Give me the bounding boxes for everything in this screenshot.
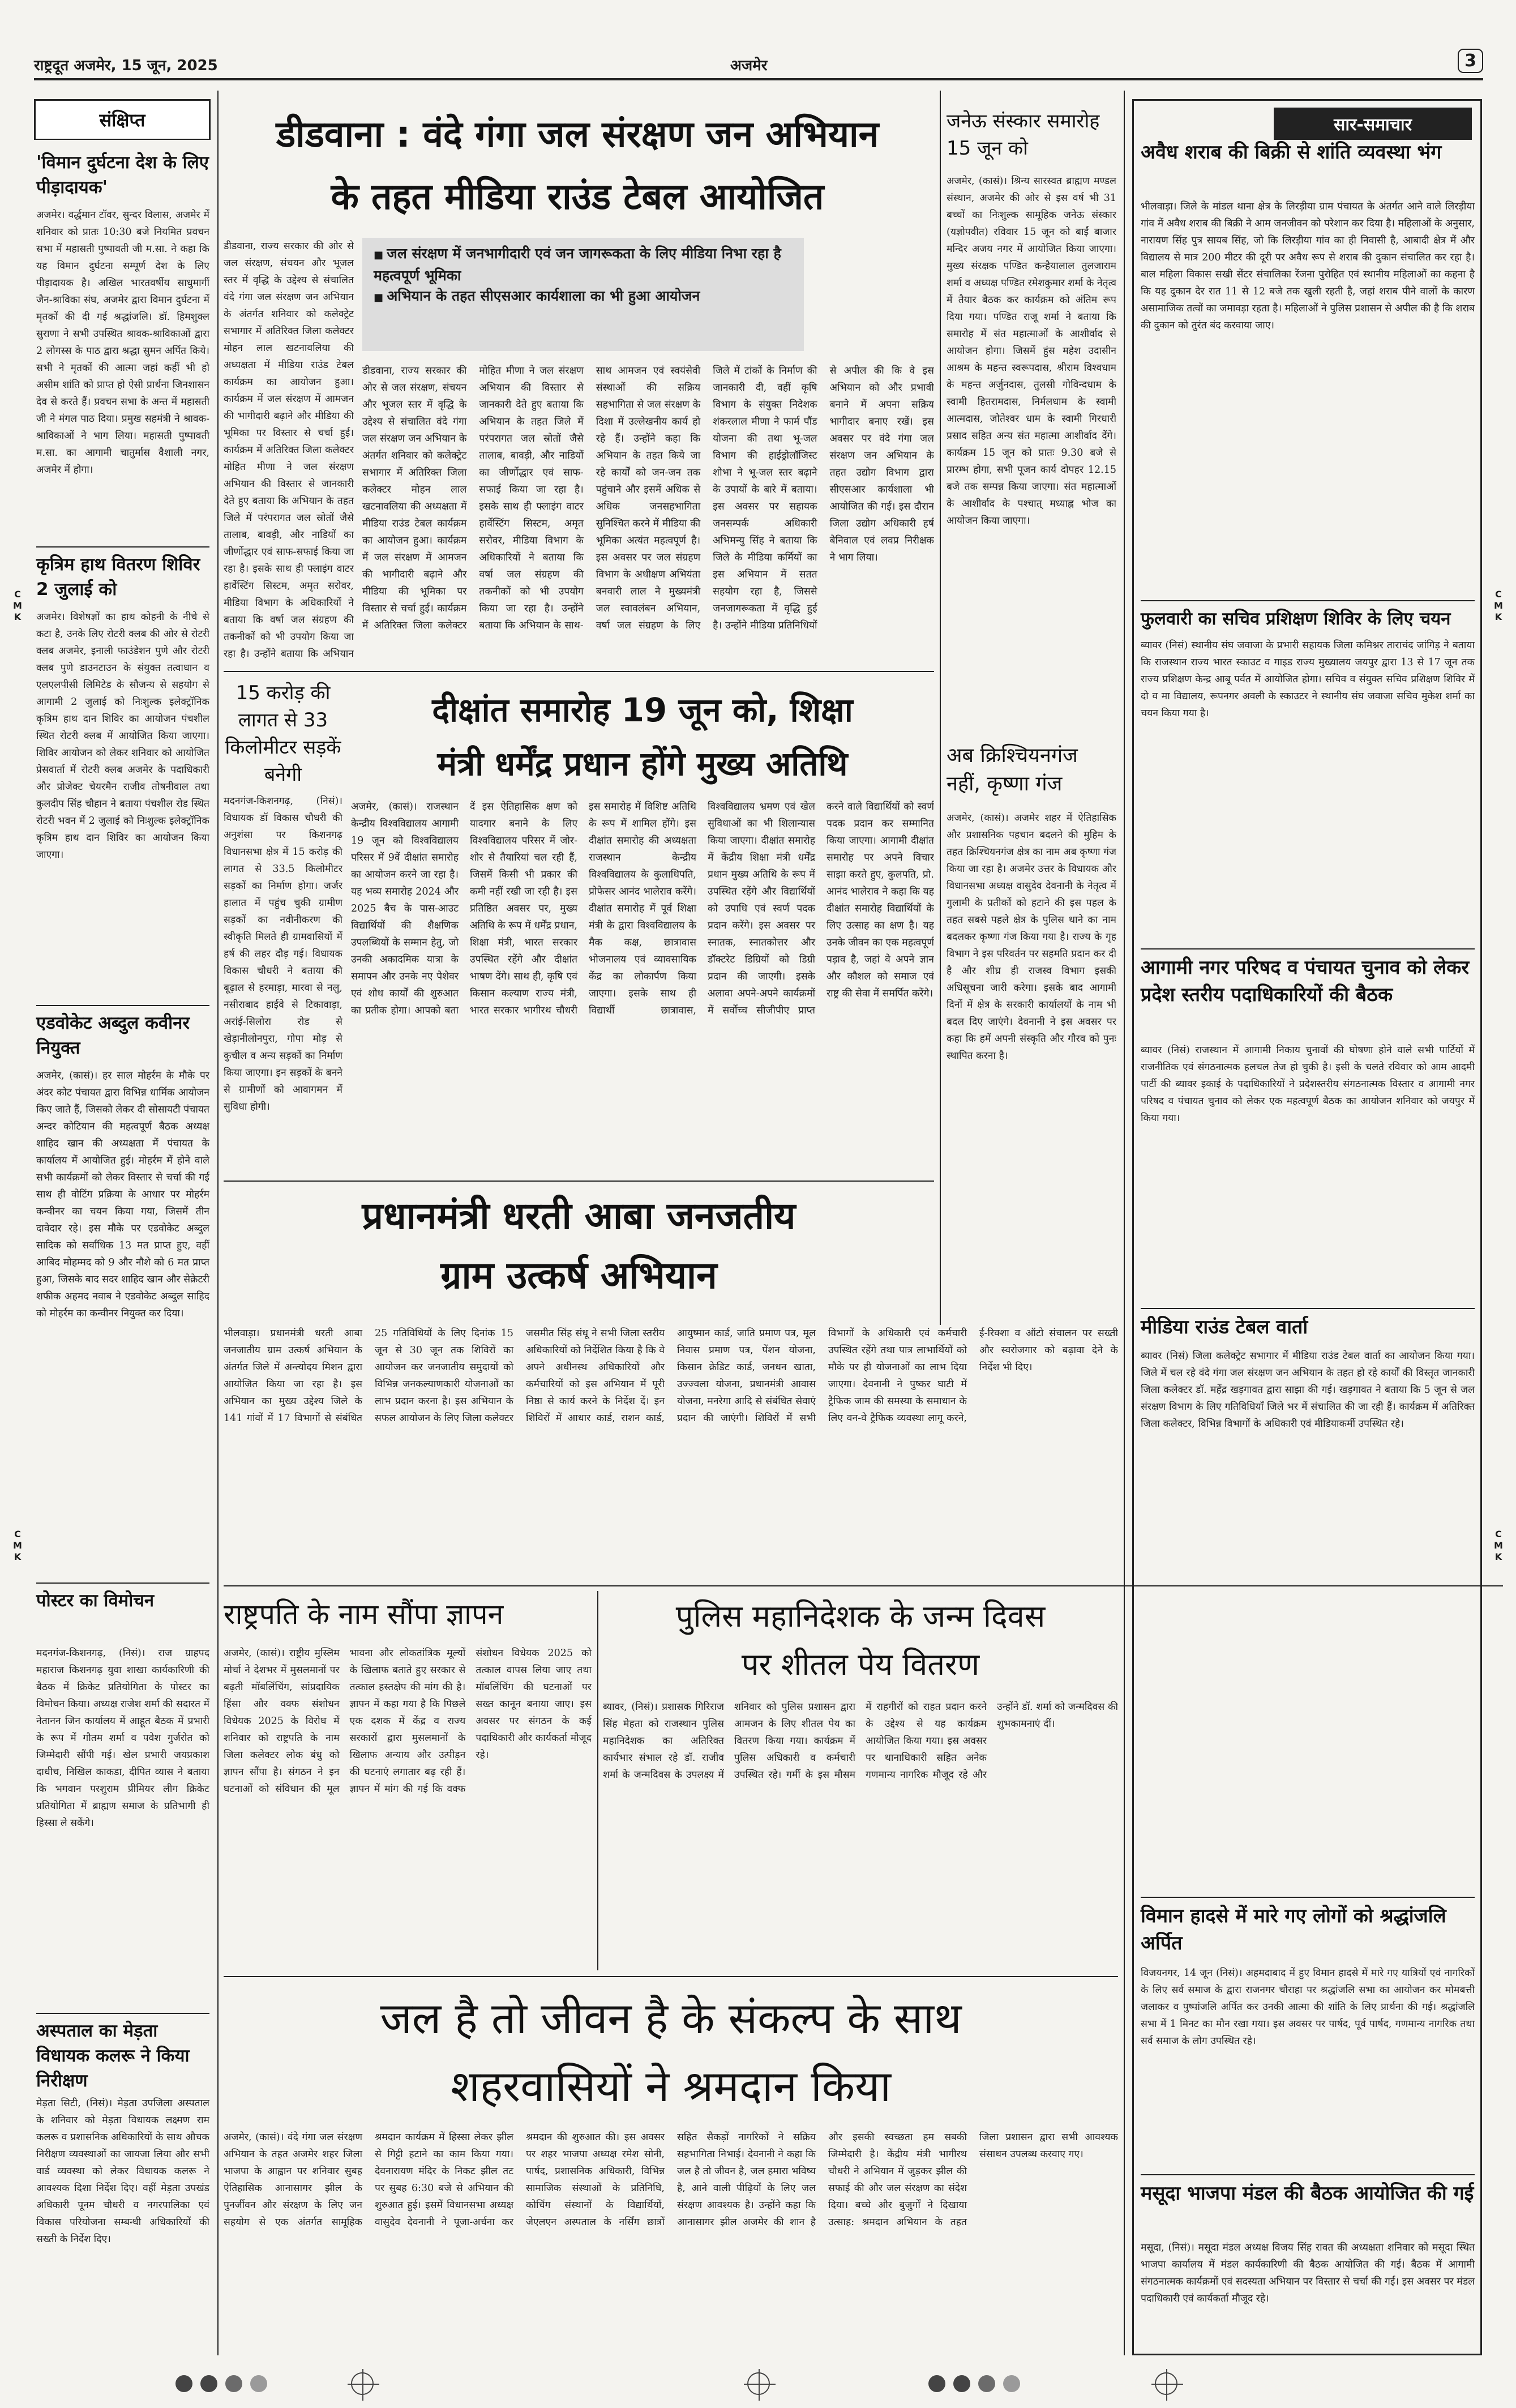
page-number: 3	[1458, 49, 1483, 73]
left-story4-body: मदनगंज-किशनगढ़, (निसं)। राज ग्राहपद महाराज किशनगढ़ युवा शाखा कार्यकारिणी की बैठक में क्रिकेट प्रतियोगिता के पोस्टर का विमोचन किया। अध्यक्ष राजेश शर्मा की सदारत में नेतानन जिन कार्यालय में आहूत बैठक में प्रभारी के रूप में गौतम शर्मा व पवेश गुर्जरोत को जिम्मेदारी सौंपी गई। खेल प्रभारी जयप्रकाश दाधीच, निखिल काकडा, दीपित व्यास ने बताया कि भगवान परशुराम प्रीमियर लीग क्रिकेट प्रतियोगिता में ब्राह्मण समाज के प्रतिभागी ही हिस्सा ले सकेंगे।	[36, 1648, 209, 1829]
column-rule	[940, 91, 941, 1325]
divider	[36, 1005, 209, 1006]
right-story6-title: मसूदा भाजपा मंडल की बैठक आयोजित की गई	[1141, 2182, 1474, 2205]
jal-headline-line1: जल है तो जीवन है के संकल्प के साथ	[380, 1993, 962, 2043]
color-bar-left	[175, 2375, 275, 2394]
janjatiya-body: भीलवाड़ा। प्रधानमंत्री धरती आबा जनजातीय ग्राम उत्कर्ष अभियान के अंतर्गत जिले में अन्त्योदय मिशन द्वारा आयोजित किया जा रहा है। इस अभियान का मुख्य उद्देश्य जिले के 141 गांवों में 17 विभागों से संबंधित 25 गतिविधियों के लिए दिनांक 15 जून से 30 जून तक शिविरों का आयोजन कर जनजातीय समुदायों को विभिन्न जनकल्याणकारी योजनाओं का लाभ प्रदान करना है। इस अभियान के सफल आयोजन के लिए जिला कलेक्टर जसमीत सिंह संधू ने सभी जिला स्तरीय अधिकारियों को निर्देशित किया है कि वे अपने अधीनस्थ अधिकारियों और कर्मचारियों को इस अभियान में पूरी निष्ठा से कार्य करने के निर्देश दें। इन शिविरों में आधार कार्ड, राशन कार्ड, आयुष्मान कार्ड, जाति प्रमाण पत्र, मूल निवास प्रमाण पत्र, पेंशन योजना, किसान क्रेडिट कार्ड, जनधन खाता, उज्ज्वला योजना, प्रधानमंत्री आवास योजना, मनरेगा आदि से संबंधित सेवाएं प्रदान की जाएंगी। शिविरों में सभी विभागों के अधिकारी एवं कर्मचारी उपस्थित रहेंगे तथा पात्र लाभार्थियों को मौके पर ही योजनाओं का लाभ दिया जाएगा। देवनानी ने पुष्कर घाटी में ट्रैफिक जाम की समस्या के समाधान के लिए वन-वे ट्रैफिक व्यवस्था लागू करने, ई-रिक्शा व ऑटो संचालन पर सख्ती और स्वरोजगार को बढ़ावा देने के निर्देश भी दिए।	[224, 1328, 1118, 1424]
krishna-title: अब क्रिश्चियनगंज नहीं, कृष्णा गंज	[947, 744, 1078, 795]
left-story2-body: अजमेर। विशेषज्ञों का हाथ कोहनी के नीचे से कटा है, उनके लिए रोटरी क्लब की ओर से रोटरी क्लब अजमेर, इनाली फाउंडेशन पुणे और रोटरी क्लब पुणे डाउनटाउन के संयुक्त तत्वाधान व एलएलपीसी लिमिटेड के सौजन्य से सहयोग से आगामी 2 जुलाई को निःशुल्क इलेक्ट्रॉनिक कृत्रिम हाथ दान शिविर का आयोजन पंचशील स्थित रोटरी क्लब में आयोजित किया जाएगा। शिविर आयोजन को लेकर शनिवार को आयोजित प्रेसवार्ता में रोटरी क्लब अजमेर के पदाधिकारी और प्रोजेक्ट चेयरमैन राजीव तोषनीवाल तथा कुलदीप सिंह चौहान ने बताया पंचशील रोड स्थित रोटरी भवन में 2 जुलाई को निःशुल्क इलेक्ट्रॉनिक कृत्रिम हाथ दान शिविर का आयोजन किया जाएगा।	[36, 611, 209, 861]
right-story1-body: भीलवाड़ा। जिले के मांडल थाना क्षेत्र के लिरड़ीया ग्राम पंचायत के अंतर्गत आने वाले लिरड़ीया गांव में अवैध शराब की बिक्री ने आम जनजीवन को परेशान कर दिया है। महिलाओं के अनुसार, नारायण सिंह पुत्र सायब सिंह, जो कि लिरड़ीया गांव का ही निवासी है, आबादी क्षेत्र में और विद्यालय से मात्र 200 मीटर की दूरी पर अवैध रूप से शराब की दुकान संचालित कर रहा है। बाल महिला विकास सखी सेंटर संचालिका रेंजना पुरोहित एवं स्थानीय महिलाओं का कहना है कि यह दुकान देर रात 11 से 12 बजे तक खुली रहती है, जहां शराब पीने वालों के कारण असामाजिक तत्वों का जमावड़ा रहता है। महिलाओं ने पुलिस प्रशासन से अपील की है कि शराब की दुकान को तुरंत बंद करवाया जाए।	[1141, 201, 1475, 331]
police-body: ब्यावर, (निसं)। प्रशासक गिरिराज सिंह मेहता को राजस्थान पुलिस महानिदेशक का अतिरिक्त कार्यभार संभाल रहे डॉ. राजीव शर्मा के जन्मदिवस के उपलक्ष्य में शनिवार को पुलिस प्रशासन द्वारा आमजन के लिए शीतल पेय का वितरण किया गया। कार्यक्रम में पुलिस अधिकारी व कर्मचारी उपस्थित रहे। गर्मी के इस मौसम में राहगीरों को राहत प्रदान करने के उद्देश्य से यह कार्यक्रम आयोजित किया गया। इस अवसर पर थानाधिकारी सहित अनेक गणमान्य नागरिक मौजूद रहे और उन्होंने डॉ. शर्मा को जन्मदिवस की शुभकामनाएं दीं।	[603, 1701, 1118, 1781]
color-dot	[978, 2375, 995, 2392]
left-section-box	[34, 99, 211, 140]
section-title: अजमेर	[730, 57, 768, 74]
divider	[36, 546, 209, 548]
left-story3-body: अजमेर, (कासं)। हर साल मोहर्रम के मौके पर अंदर कोट पंचायत द्वारा विभिन्न धार्मिक आयोजन किए जाते हैं, जिसको लेकर दी सोसायटी पंचायत अन्दर कोटियान की महत्वपूर्ण बैठक अध्यक्ष शाहिद खान की अध्यक्षता में पंचायत के कार्यालय में आयोजित हुई। मोहर्रम में होने वाले सभी कार्यक्रमों को लेकर विस्तार से चर्चा की गई साथ ही वोटिंग प्रक्रिया के आधार पर मोहर्रम कन्वीनर का चयन किया गया, जिसमें तीन दावेदार रहे। इस मौके पर एडवोकेट अब्दुल सादिक को सर्वाधिक 13 मत प्राप्त हुए, वहीं आबिद मोहम्मद को 9 और नौशे को 6 मत प्राप्त हुआ, जिसके बाद सदर शाहिद खान और सेक्रेटरी शफीक अहमद नवाब ने एडवोकेट अब्दुल साहिद को मोहर्रम का कन्वीनर नियुक्त कर दिया।	[36, 1070, 209, 1319]
divider	[224, 671, 934, 672]
column-rule	[597, 1591, 598, 1970]
registration-mark-icon	[1155, 2372, 1177, 2395]
left-story1-body: अजमेर। वर्द्धमान टॉवर, सुन्दर विलास, अजमेर में शनिवार को प्रातः 10:30 बजे नियमित प्रवचन सभा में महासती पुष्पावती जी म.सा. ने कहा कि यह विमान दुर्घटना सम्पूर्ण देश के लिए पीड़ादायक है। अखिल भारतवर्षीय साधुमार्गी जैन-श्राविका संघ, अजमेर द्वारा विमान दुर्घटना में मृतकों की दी गई श्रद्धांजलि। डॉ. हिमशुक्ल सुराणा ने सभी उपस्थित श्रावक-श्राविकाओं द्वारा 2 लोगस्स के पाठ द्वारा श्रद्धा सुमन अर्पित किये। सभी ने मृतकों की आत्मा जहां कहीं भी हो असीम शांति को प्राप्त हो ऐसी प्रार्थना जिनशासन देव से करते हैं। प्रवचन सभा के अन्त में महासती जी ने मंगल पाठ दिया। प्रमुख सहमंत्री ने श्रावक-श्राविकाओं ने भाग लिया। महासती पुष्पावती म.सा. का आगामी चातुर्मास वैशाली नगर, अजमेर में होगा।	[36, 209, 209, 476]
janjatiya-headline-line2: ग्राम उत्कर्ष अभियान	[440, 1254, 717, 1297]
cmk-mark-left-bottom: C M K	[13, 1529, 22, 1562]
color-dot	[225, 2375, 242, 2392]
left-story3-title: एडवोकेट अब्दुल कवीनर नियुक्त	[36, 1013, 190, 1058]
right-story3-body: ब्यावर (निसं) राजस्थान में आगामी निकाय चुनावों की घोषणा होने वाले सभी पार्टियों में राजनीतिक एवं संगठनात्मक हलचल तेज हो चुकी है। इसी के चलते रविवार को आम आदमी पार्टी की ब्यावर इकाई के पदाधिकारियों ने प्रदेशस्तरीय संगठनात्मक विस्तार व आगामी नगर परिषद व पंचायत चुनाव को लेकर एक महत्वपूर्ण बैठक का आयोजन शनिवार को जयपुर में किया गया।	[1141, 1045, 1475, 1124]
right-story6-body: मसूदा, (निसं)। मसूदा मंडल अध्यक्ष विजय सिंह रावत की अध्यक्षता शनिवार को मसूदा स्थित भाजपा कार्यालय में मंडल कार्यकारिणी की बैठक आयोजित की गई। बैठक में आगामी संगठनात्मक कार्यक्रमों एवं सदस्यता अभियान पर विस्तार से चर्चा की गई। इस अवसर पर मंडल पदाधिकारी एवं कार्यकर्ता मौजूद रहे।	[1141, 2242, 1475, 2304]
left-section-label: संक्षिप्त	[36, 101, 209, 139]
janeu-title: जनेऊ संस्कार समारोह 15 जून को	[947, 110, 1100, 160]
left-story5-body: मेड़ता सिटी, (निसं)। मेड़ता उपजिला अस्पताल के शनिवार को मेड़ता विधायक लक्ष्मण राम कलरू व प्रशासनिक अधिकारियों के साथ औचक निरीक्षण व्यवस्थाओं का जायजा लिया और सभी वार्ड व्यवस्था को लेकर विधायक कलरू ने आवश्यक दिशा निर्देश दिए। वहीं मेड़ता उपखंड अधिकारी पूनम चौधरी व नगरपालिका एवं विकास परियोजना सम्बन्धी अधिकारियों की सख्ती के निर्देश दिए।	[36, 2098, 209, 2245]
deekshant-headline-line1: दीक्षांत समारोह 19 जून को, शिक्षा	[432, 691, 853, 729]
road-body: मदनगंज-किशनगढ़, (निसं)। विधायक डॉ विकास चौधरी की अनुशंसा पर किशनगढ़ विधानसभा क्षेत्र में 15 करोड़ की लागत से 33.5 किलोमीटर सड़कों का निर्माण होगा। जर्जर हालात में पहुंच चुकी ग्रामीण सड़कों का नवीनीकरण की स्वीकृति मिलते ही ग्रामवासियों में हर्ष की लहर दौड़ गई। विधायक विकास चौधरी ने बताया की बूढ़ाल से हरमाड़ा, मारवा से नलु, नसीराबाद हाईवे से टिकावाड़ा, अरांई-सिलोरा रोड से खेड़ानीलोनपुरा, गोपा मोड़ से कुचील व अन्य सड़कों का निर्माण किया जाएगा। इन सड़कों के बनने से ग्रामीणों को आवागमन में सुविधा होगी।	[224, 795, 342, 1113]
right-story4-title: मीडिया राउंड टेबल वार्ता	[1141, 1316, 1308, 1338]
cmk-mark-left-top: C M K	[13, 589, 22, 622]
lead-headline-line2: के तहत मीडिया राउंड टेबल आयोजित	[331, 176, 824, 218]
road-subhead: 15 करोड़ की लागत से 33 किलोमीटर सड़कें बनेगी	[225, 682, 341, 786]
color-dot	[928, 2375, 945, 2392]
right-story4-body: ब्यावर (निसं) जिला कलेक्ट्रेट सभागार में मीडिया राउंड टेबल वार्ता का आयोजन किया गया। जिले में चल रहे वंदे गंगा जल संरक्षण जन अभियान के तहत हो रहे कार्यों की विस्तृत जानकारी जिला कलेक्टर डॉ. महेंद्र खड़गावत द्वारा साझा की गई। खड़गावत ने बताया कि 5 जून से जल संरक्षण विभाग के लिए गतिविधियाँ जिले भर में संचालित की जा रही हैं। कार्यक्रम में अतिरिक्त जिला कलेक्टर, विभिन्न विभागों के अधिकारी एवं मीडियाकर्मी उपस्थित रहे।	[1141, 1350, 1475, 1430]
janjatiya-headline-line1: प्रधानमंत्री धरती आबा जनजतीय	[362, 1194, 796, 1238]
lead-body-col1: डीडवाना, राज्य सरकार की ओर से जल संरक्षण, संचयन और भूजल स्तर में वृद्धि के उद्देश्य से संचालित वंदे गंगा जल संरक्षण जन अभियान के अंतर्गत शनिवार को कलेक्ट्रेट सभागार में अतिरिक्त जिला कलेक्टर मोहन लाल खटनावलिया की अध्यक्षता में मीडिया राउंड टेबल कार्यक्रम का आयोजन हुआ। कार्यक्रम में जल संरक्षण में आमजन की भागीदारी बढ़ाने और मीडिया की भूमिका पर विस्तार से चर्चा हुई। कार्यक्रम में अतिरिक्त जिला कलेक्टर मोहित मीणा ने जल संरक्षण अभियान की विस्तार से जानकारी देते हुए बताया कि अभियान के तहत जिले में परंपरागत जल स्रोतों जैसे तालाब, बावड़ी, और नाडियों का जीर्णोद्धार एवं साफ-सफाई किया जा रहा है। इसके साथ ही फ्लाइंग वाटर हार्वेस्टिंग सिस्टम, अमृत सरोवर, मीडिया विभाग के अधिकारियों ने बताया कि वर्षा जल संग्रहण की तकनीकों को भी उपयोग किया जा रहा है। उन्होंने बताया कि अभियान	[224, 241, 354, 660]
divider	[1141, 1897, 1475, 1898]
lead-highlight: ■ अभियान के तहत सीएसआर कार्यशाला का भी हुआ आयोजन	[374, 286, 793, 308]
gyapan-title: राष्ट्रपति के नाम सौंपा ज्ञापन	[224, 1598, 504, 1631]
jal-body: अजमेर, (कासं)। वंदे गंगा जल संरक्षण अभियान के तहत अजमेर शहर जिला भाजपा के आह्वान पर शनिवार सुबह ऐतिहासिक आनासागर झील के पुनर्जीवन और संरक्षण के लिए जन सहयोग से एक अंतर्गत सामूहिक श्रमदान कार्यक्रम में हिस्सा लेकर झील से गिट्टी हटाने का काम किया गया। देवनारायण मंदिर के निकट झील तट पर सुबह 6:30 बजे से अभियान की शुरुआत हुई। इसमें विधानसभा अध्यक्ष वासुदेव देवनानी ने पूजा-अर्चना कर श्रमदान की शुरुआत की। इस अवसर पर शहर भाजपा अध्यक्ष रमेश सोनी, पार्षद, प्रशासनिक अधिकारी, विभिन्न सामाजिक संस्थाओं के प्रतिनिधि, कोचिंग संस्थानों के विद्यार्थियों, जेएलएन अस्पताल के नर्सिंग छात्रों सहित सैकड़ों नागरिकों ने सक्रिय सहभागिता निभाई। देवनानी ने कहा कि जल है तो जीवन है, जल हमारा भविष्य है, आने वाली पीढ़ियों के लिए जल संरक्षण आवश्यक है। उन्होंने कहा कि आनासागर झील अजमेर की शान है और इसकी स्वच्छता हम सबकी जिम्मेदारी है। केंद्रीय मंत्री भागीरथ चौधरी ने अभियान में जुड़कर झील की सफाई की और जल संरक्षण का संदेश दिया। बच्चे और बुजुर्गों ने दिखाया उत्साह: श्रमदान अभियान के तहत जिला प्रशासन द्वारा सभी आवश्यक संसाधन उपलब्ध करवाए गए।	[224, 2132, 1118, 2228]
right-story2-title: फुलवारी का सचिव प्रशिक्षण शिविर के लिए चयन	[1141, 609, 1451, 629]
masthead-date: राष्ट्रदूत अजमेर, 15 जून, 2025	[34, 57, 218, 74]
right-story5-body: विजयनगर, 14 जून (निसं)। अहमदाबाद में हुए विमान हादसे में मारे गए यात्रियों एवं नागरिकों के लिए सर्व समाज के द्वारा राजनगर चौराहा पर श्रद्धांजलि सभा का आयोजन कर मोमबत्ती जलाकर व पुष्पांजलि अर्पित कर उनकी आत्मा की शांति के लिए प्रार्थना की गई। श्रद्धांजलि सभा में 1 मिनट का मौन रखा गया। इस अवसर पर पार्षद, पूर्व पार्षद, गणमान्य नागरिक तथा सर्व समाज के लोग उपस्थित रहे।	[1141, 1968, 1475, 2047]
janeu-body: अजमेर, (कासं)। श्रिन्य सारस्वत ब्राह्मण मण्डल संस्थान, अजमेर की ओर से इस वर्ष भी 31 बच्चों का निःशुल्क सामूहिक जनेऊ संस्कार (यज्ञोपवीत) रविवार 15 जून को बाईं बाजार मन्दिर अजय नगर में आयोजित किया जाएगा। मुख्य संरक्षक पण्डित कन्हैयालाल तुलजाराम शर्मा व अध्यक्ष पण्डित रमेशकुमार शर्मा के नेतृत्व में तैयार बैठक कर कार्यक्रम को अंतिम रूप दिया गया। पण्डित राजू शर्मा ने बताया कि समारोह में संत महात्माओं के आशीर्वाद से आयोजन होगा। जिसमें हुंस महेश उदासीन आश्रम के महन्त स्वरूपदास, श्रीराम विश्वधाम के महन्त अर्जुनदास, तुलसी गोविन्दधाम के स्वामी हितरामदास, निर्मलधाम के स्वामी आत्मदास, जोतेश्वर धाम के स्वामी गिरधारी प्रसाद सहित अन्य संत महात्मा आशीर्वाद देंगे। कार्यक्रम 15 जून को प्रातः 9.30 बजे से प्रारम्भ होगा, सभी पूजन कार्य दोपहर 12.15 बजे तक सम्पन्न किया जाएगा। संत महात्माओं के आशीर्वाद के पश्चात् मध्याह्न भोज का आयोजन किया जाएगा।	[947, 176, 1116, 527]
lead-headline-line1: डीडवाना : वंदे गंगा जल संरक्षण जन अभियान	[276, 114, 879, 156]
left-story1-title: 'विमान दुर्घटना देश के लिए पीड़ादायक'	[36, 152, 209, 198]
color-dot	[200, 2375, 217, 2392]
lead-body: डीडवाना, राज्य सरकार की ओर से जल संरक्षण, संचयन और भूजल स्तर में वृद्धि के उद्देश्य से संचालित वंदे गंगा जल संरक्षण जन अभियान के अंतर्गत शनिवार को कलेक्ट्रेट सभागार में अतिरिक्त जिला कलेक्टर मोहन लाल खटनावलिया की अध्यक्षता में मीडिया राउंड टेबल कार्यक्रम का आयोजन हुआ। कार्यक्रम में जल संरक्षण में आमजन की भागीदारी बढ़ाने और मीडिया की भूमिका पर विस्तार से चर्चा हुई। कार्यक्रम में अतिरिक्त जिला कलेक्टर मोहित मीणा ने जल संरक्षण अभियान की विस्तार से जानकारी देते हुए बताया कि अभियान के तहत जिले में परंपरागत जल स्रोतों जैसे तालाब, बावड़ी, और नाडियों का जीर्णोद्धार एवं साफ-सफाई किया जा रहा है। इसके साथ ही फ्लाइंग वाटर हार्वेस्टिंग सिस्टम, अमृत सरोवर, मीडिया विभाग के अधिकारियों ने बताया कि वर्षा जल संग्रहण की तकनीकों को भी उपयोग किया जा रहा है। उन्होंने बताया कि अभियान के साथ-साथ आमजन एवं स्वयंसेवी संस्थाओं की सक्रिय सहभागिता से जल संरक्षण के दिशा में उल्लेखनीय कार्य हो रहे हैं। उन्होंने कहा कि अभियान के तहत किये जा रहे कार्यों को जन-जन तक पहुंचाने और इसमें अधिक से अधिक जनसहभागिता सुनिश्चित करने में मीडिया की भूमिका अत्यंत महत्वपूर्ण है। इस अवसर पर जल संग्रहण विभाग के अधीक्षण अभियंता बनवारी लाल ने मुख्यमंत्री जल स्वावलंबन अभियान, वर्षा जल संग्रहण के लिए जिले में टांकों के निर्माण की जानकारी दी, वहीं कृषि विभाग के संयुक्त निदेशक शंकरलाल मीणा ने फार्म पौंड योजना की तथा भू-जल विभाग की हाईड्रोलॉजिस्ट शोभा ने भू-जल स्तर बढ़ाने के उपायों के बारे में बताया। इस अवसर पर सहायक जनसम्पर्क अधिकारी अभिमन्यु सिंह ने बताया कि जिले के मीडिया कर्मियों का इस अभियान में सतत सहयोग रहा है, जिससे जनजागरूकता में वृद्धि हुई है। उन्होंने मीडिया प्रतिनिधियों से अपील की कि वे इस अभियान को और प्रभावी बनाने में अपना सक्रिय भागीदार बनाए रखें। इस अवसर पर वंदे गंगा जल संरक्षण जन अभियान के तहत उद्योग विभाग द्वारा सीएसआर कार्यशाला भी आयोजित की गई। इस दौरान जिला उद्योग अधिकारी हर्ष बेनिवाल एवं लवप्र निरीक्षक ने भाग लिया।	[362, 365, 934, 631]
divider	[1141, 2174, 1475, 2175]
right-story3-title: आगामी नगर परिषद व पंचायत चुनाव को लेकर प्रदेश स्तरीय पदाधिकारियों की बैठक	[1141, 956, 1470, 1006]
divider	[1141, 1308, 1475, 1309]
divider	[224, 1976, 1118, 1977]
deekshant-body: अजमेर, (कासं)। राजस्थान केन्द्रीय विश्वविद्यालय आगामी 19 जून को विश्वविद्यालय परिसर में 9वें दीक्षांत समारोह का आयोजन करने जा रहा है। यह भव्य समारोह 2024 और 2025 बैच के पास-आउट विद्यार्थियों की शैक्षणिक उपलब्धियों के सम्मान हेतु, जो उनकी अकादमिक यात्रा के समापन और उनके नए पेशेवर एवं शोध कार्यों की शुरुआत का प्रतीक होगा। आपको बता दें इस ऐतिहासिक क्षण को यादगार बनाने के लिए विश्वविद्यालय परिसर में जोर-शोर से तैयारियां चल रही हैं, जिसमें किसी भी प्रकार की कमी नहीं रखी जा रही है। इस प्रतिष्ठित अवसर पर, मुख्य अतिथि के रूप में धर्मेंद्र प्रधान, शिक्षा मंत्री, भारत सरकार उपस्थित रहेंगे और दीक्षांत भाषण देंगे। साथ ही, कृषि एवं किसान कल्याण राज्य मंत्री, भारत सरकार भागीरथ चौधरी इस समारोह में विशिष्ट अतिथि के रूप में शामिल होंगे। इस दीक्षांत समारोह की अध्यक्षता राजस्थान केन्द्रीय विश्वविद्यालय के कुलाधिपति, प्रोफेसर आनंद भालेराव करेंगे। दीक्षांत समारोह में पूर्व शिक्षा मंत्री के द्वारा विश्वविद्यालय के मैक कक्ष, छात्रावास भोजनालय एवं व्यावसायिक केंद्र का लोकार्पण किया जाएगा। इसके साथ ही विद्यार्थी छात्रावास, विश्वविद्यालय भ्रमण एवं खेल सुविधाओं का भी शिलान्यास किया जाएगा। दीक्षांत समारोह में केंद्रीय शिक्षा मंत्री धर्मेंद्र प्रधान मुख्य अतिथि के रूप में उपस्थित रहेंगे और विद्यार्थियों को उपाधि एवं स्वर्ण पदक प्रदान करेंगे। इस अवसर पर स्नातक, स्नातकोत्तर और डॉक्टरेट डिग्रियों को डिग्री प्रदान की जाएगी। इसके अलावा अपने-अपने कार्यक्रमों में सर्वोच्च सीजीपीए प्राप्त करने वाले विद्यार्थियों को स्वर्ण पदक प्रदान कर सम्मानित किया जाएगा। आगामी दीक्षांत समारोह पर अपने विचार साझा करते हुए, कुलपति, प्रो. आनंद भालेराव ने कहा कि यह दीक्षांत समारोह विद्यार्थियों के लिए उत्साह का क्षण है। यह उनके जीवन का एक महत्वपूर्ण पड़ाव है, जहां वे अपने ज्ञान और कौशल को समाज एवं राष्ट्र की सेवा में समर्पित करेंगे।	[351, 801, 934, 1016]
right-story2-body: ब्यावर (निसं) स्थानीय संघ जवाजा के प्रभारी सहायक जिला कमिश्नर ताराचंद जांगिड़ ने बताया कि राजस्थान राज्य भारत स्काउट व गाइड राज्य मुख्यालय जयपुर द्वारा 13 से 17 जून तक राज्य प्रशिक्षण केन्द्र आबू पर्वत में आयोजित होगा। सचिव व संयुक्त सचिव प्रशिक्षण शिविर में दो व मा विद्यालय, रूपनगर अवली के स्काउटर ने स्थानीय संघ जवाजा सचिव मुकेश शर्मा का चयन किया गया है।	[1141, 640, 1475, 719]
jal-headline-line2: शहरवासियों ने श्रमदान किया	[451, 2061, 891, 2111]
page-header	[34, 46, 1483, 80]
left-story2-title: कृत्रिम हाथ वितरण शिविर 2 जुलाई को	[36, 554, 200, 600]
gyapan-body: अजमेर, (कासं)। राष्ट्रीय मुस्लिम मोर्चा ने देशभर में मुसलमानों पर बढ़ती मॉबलिंचिंग, सांप्रदायिक हिंसा और वक्फ संशोधन विधेयक 2025 के विरोध में शनिवार को राष्ट्रपति के नाम जिला कलेक्टर लोक बंधु को ज्ञापन सौंपा है। संगठन ने इन घटनाओं को संविधान की मूल भावना और लोकतांत्रिक मूल्यों के खिलाफ बताते हुए सरकार से तत्काल हस्तक्षेप की मांग की है। ज्ञापन में कहा गया है कि पिछले एक दशक में केंद्र व राज्य सरकारों द्वारा मुसलमानों के खिलाफ अन्याय और उत्पीड़न की घटनाएं लगातार बढ़ रही हैं। ज्ञापन में मांग की गई कि वक्फ संशोधन विधेयक 2025 को तत्काल वापस लिया जाए तथा मॉबलिंचिंग की घटनाओं पर सख्त कानून बनाया जाए। इस अवसर पर संगठन के कई पदाधिकारी और कार्यकर्ता मौजूद रहे।	[224, 1648, 592, 1795]
right-story5-title: विमान हादसे में मारे गए लोगों को श्रद्धांजलि अर्पित	[1141, 1905, 1446, 1954]
left-story5-title: अस्पताल का मेड़ता विधायक कलरू ने किया निरीक्षण	[36, 2021, 190, 2091]
lead-highlights	[362, 238, 804, 351]
registration-mark-icon	[351, 2372, 374, 2395]
column-rule	[1124, 91, 1125, 2355]
deekshant-headline-line2: मंत्री धर्मेंद्र प्रधान होंगे मुख्य अतिथि	[437, 745, 848, 783]
registration-mark-icon	[747, 2372, 770, 2395]
left-story4-title: पोस्टर का विमोचन	[36, 1590, 155, 1611]
divider	[1141, 948, 1475, 949]
right-section-label: सार-समाचार	[1274, 108, 1472, 140]
color-bar-right	[928, 2375, 1028, 2394]
color-dot	[250, 2375, 267, 2392]
divider	[1141, 600, 1475, 601]
color-dot	[175, 2375, 192, 2392]
color-dot	[953, 2375, 970, 2392]
cmk-mark-right-bottom: C M K	[1494, 1529, 1503, 1562]
krishna-body: अजमेर, (कासं)। अजमेर शहर में ऐतिहासिक और प्रशासनिक पहचान बदलने की मुहिम के तहत क्रिश्चियनगंज क्षेत्र का नाम अब कृष्णा गंज किया जा रहा है। अजमेर उत्तर के विधायक और विधानसभा अध्यक्ष वासुदेव देवनानी के नेतृत्व में गुलामी के प्रतीकों को हटाने की इस पहल के तहत सबसे पहले क्षेत्र के पुलिस थाने का नाम बदलकर कृष्णा गंज किया गया है। राज्य के गृह विभाग ने इस परिवर्तन पर सहमति प्रदान कर दी है और शीघ्र ही राजस्व विभाग इसकी अधिसूचना जारी करेगा। इसके बाद आगामी दिनों में क्षेत्र के सरकारी कार्यालयों के नाम भी बदल दिए जाएंगे। देवनानी ने इस अवसर पर कहा कि हमें अपनी संस्कृति और गौरव को पुनः स्थापित करना है।	[947, 812, 1116, 1062]
right-story1-title: अवैध शराब की बिक्री से शांति व्यवस्था भंग	[1141, 141, 1442, 164]
lead-highlight: ■ जल संरक्षण में जनभागीदारी एवं जन जागरूकता के लिए मीडिया निभा रहा है महत्वपूर्ण भूमिका	[374, 243, 793, 286]
divider	[36, 1582, 209, 1584]
police-headline-line2: पर शीतल पेय वितरण	[741, 1646, 980, 1682]
cmk-mark-right-top: C M K	[1494, 589, 1503, 622]
divider	[36, 2013, 209, 2014]
police-headline-line1: पुलिस महानिदेशक के जन्म दिवस	[675, 1598, 1046, 1634]
color-dot	[1003, 2375, 1020, 2392]
column-rule	[217, 91, 219, 2355]
divider	[224, 1181, 934, 1182]
